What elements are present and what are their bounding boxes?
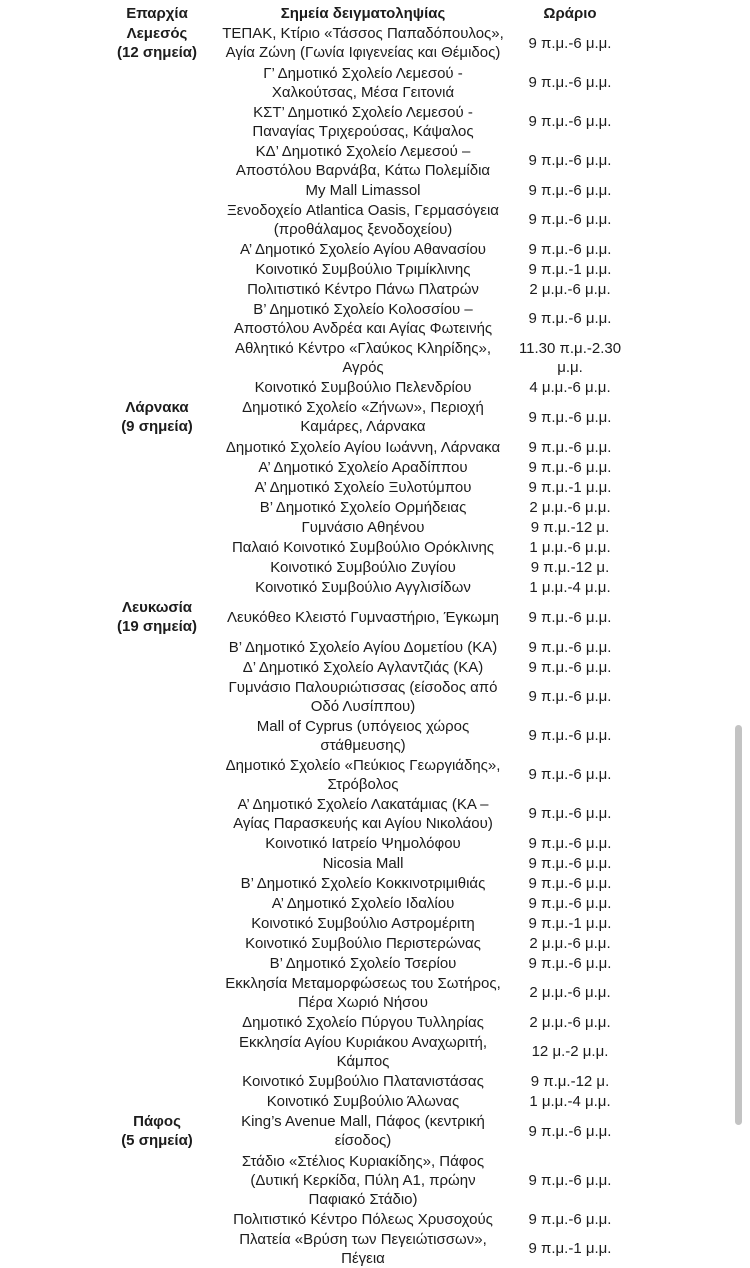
sampling-point-cell: Mall of Cyprus (υπόγειος χώρος στάθμευσης) (256, 717, 470, 754)
district-point-count: (5 σημεία) (121, 1131, 193, 1149)
sampling-point-cell: Β’ Δημοτικό Σχολείο Κολοσσίου – Αποστόλου Ανδρέα και Αγίας Φωτεινής (233, 300, 493, 337)
sampling-point-cell: Nicosia Mall (322, 854, 404, 872)
hours-cell: 9 π.μ.-1 μ.μ. (528, 1240, 612, 1257)
hours-cell: 9 π.μ.-6 μ.μ. (528, 954, 612, 972)
sampling-point-cell: Ξενοδοχείο Atlantica Oasis, Γερμασόγεια (προθάλαμος ξενοδοχείου) (227, 201, 499, 238)
hours-cell: 12 μ.-2 μ.μ. (531, 1043, 609, 1060)
district-cell (96, 397, 218, 597)
sampling-point-cell: ΚΔ’ Δημοτικό Σχολείο Λεμεσού – Αποστόλου Βαρνάβα, Κάτω Πολεμίδια (235, 142, 491, 179)
sampling-point-cell: Β’ Δημοτικό Σχολείο Τσερίου (269, 954, 457, 972)
sampling-point-cell: Δ’ Δημοτικό Σχολείο Αγλαντζιάς (ΚΑ) (242, 658, 484, 676)
district-name: Πάφος (133, 1112, 181, 1130)
hours-cell: 9 π.μ.-6 μ.μ. (528, 211, 612, 228)
hours-cell: 9 π.μ.-6 μ.μ. (528, 1171, 612, 1189)
hours-cell: 2 μ.μ.-6 μ.μ. (529, 984, 611, 1001)
sampling-point-cell: Γ’ Δημοτικό Σχολείο Λεμεσού - Χαλκούτσας, Μέσα Γειτονιά (263, 64, 463, 101)
district-name: Λευκωσία (121, 598, 193, 616)
sampling-point-cell: Κοινοτικό Συμβούλιο Αστρομέριτη (251, 914, 475, 932)
district-point-count: (9 σημεία) (121, 417, 193, 435)
sampling-point-cell: Πλατεία «Βρύση των Πεγειώτισσων», Πέγεια (239, 1230, 487, 1267)
hours-cell: 2 μ.μ.-6 μ.μ. (529, 280, 611, 298)
sampling-point-cell: Β’ Δημοτικό Σχολείο Κοκκινοτριμιθιάς (240, 874, 486, 892)
column-header-sampling-points: Σημεία δειγματοληψίας (280, 4, 446, 22)
district-name: Λεμεσός (126, 24, 188, 42)
sampling-point-cell: Γυμνάσιο Παλουριώτισσας (είσοδος από Οδό Λυσίππου) (228, 678, 498, 715)
district-cell (96, 23, 218, 397)
sampling-point-cell: Λευκόθεο Κλειστό Γυμναστήριο, Έγκωμη (227, 608, 499, 626)
sampling-point-cell: Κοινοτικό Συμβούλιο Ζυγίου (270, 558, 456, 576)
sampling-point-cell: King’s Avenue Mall, Πάφος (κεντρική είσοδος) (241, 1113, 485, 1149)
hours-cell: 9 π.μ.-1 μ.μ. (528, 914, 612, 932)
hours-cell: 9 π.μ.-6 μ.μ. (528, 310, 612, 327)
sampling-point-cell: Δημοτικό Σχολείο Αγίου Ιωάννη, Λάρνακα (225, 438, 501, 456)
hours-cell: 11.30 π.μ.-2.30 μ.μ. (518, 339, 622, 376)
table-row (96, 23, 632, 63)
sampling-point-cell: Εκκλησία Αγίου Κυριάκου Αναχωριτή, Κάμπος (238, 1033, 488, 1070)
scrollbar-thumb[interactable] (735, 725, 742, 1125)
sampling-point-cell: ΚΣΤ’ Δημοτικό Σχολείο Λεμεσού - Παναγίας Τριχερούσας, Κάψαλος (252, 103, 474, 140)
sampling-point-cell: Πολιτιστικό Κέντρο Πόλεως Χρυσοχούς (233, 1210, 493, 1228)
sampling-point-cell: Κοινοτικό Συμβούλιο Τριμίκλινης (255, 260, 471, 278)
hours-cell: 9 π.μ.-1 μ.μ. (528, 260, 612, 278)
district-cell (96, 597, 218, 1111)
hours-cell: 1 μ.μ.-4 μ.μ. (529, 1092, 611, 1110)
hours-cell: 9 π.μ.-6 μ.μ. (528, 458, 612, 476)
table-row (96, 597, 632, 637)
table-row (96, 1111, 632, 1151)
hours-cell: 9 π.μ.-6 μ.μ. (528, 688, 612, 705)
hours-cell: 9 π.μ.-12 μ. (530, 1072, 610, 1090)
hours-cell: 2 μ.μ.-6 μ.μ. (529, 934, 611, 952)
sampling-point-cell: Δημοτικό Σχολείο Πύργου Τυλληρίας (242, 1013, 484, 1031)
hours-cell: 9 π.μ.-12 μ. (530, 518, 610, 536)
hours-cell: 9 π.μ.-6 μ.μ. (528, 34, 612, 52)
sampling-point-cell: Κοινοτικό Συμβούλιο Πελενδρίου (254, 378, 472, 396)
sampling-point-cell: Δημοτικό Σχολείο «Ζήνων», Περιοχή Καμάρες, Λάρνακα (242, 399, 484, 435)
district-point-count: (12 σημεία) (117, 43, 197, 61)
hours-cell: 9 π.μ.-6 μ.μ. (528, 438, 612, 456)
sampling-point-cell: Α’ Δημοτικό Σχολείο Ιδαλίου (271, 894, 455, 912)
column-header-hours: Ωράριο (543, 4, 597, 22)
sampling-point-cell: Εκκλησία Μεταμορφώσεως του Σωτήρος, Πέρα Χωριό Νήσου (225, 974, 501, 1011)
hours-cell: 9 π.μ.-6 μ.μ. (528, 240, 612, 258)
sampling-point-cell: Κοινοτικό Συμβούλιο Περιστερώνας (245, 934, 481, 952)
hours-cell: 9 π.μ.-12 μ. (530, 558, 610, 576)
hours-cell: 9 π.μ.-6 μ.μ. (528, 152, 612, 169)
sampling-point-cell: Α’ Δημοτικό Σχολείο Λακατάμιας (ΚΑ – Αγίας Παρασκευής και Αγίου Νικολάου) (233, 795, 493, 832)
district-cell (96, 1111, 218, 1268)
hours-cell: 9 π.μ.-6 μ.μ. (528, 113, 612, 130)
hours-cell: 9 π.μ.-6 μ.μ. (528, 408, 612, 426)
hours-cell: 9 π.μ.-6 μ.μ. (528, 74, 612, 91)
scrollbar-track[interactable] (734, 3, 750, 1255)
sampling-point-cell: Κοινοτικό Συμβούλιο Άλωνας (266, 1092, 460, 1110)
sampling-points-table (96, 3, 632, 1268)
sampling-point-cell: Κοινοτικό Συμβούλιο Αγγλισίδων (255, 578, 471, 596)
hours-cell: 1 μ.μ.-4 μ.μ. (529, 578, 611, 596)
table-row (96, 397, 632, 437)
hours-cell: 9 π.μ.-6 μ.μ. (528, 894, 612, 912)
sampling-point-cell: Α’ Δημοτικό Σχολείο Αγίου Αθανασίου (239, 240, 486, 258)
hours-cell: 1 μ.μ.-6 μ.μ. (529, 538, 611, 556)
hours-cell: 9 π.μ.-6 μ.μ. (528, 805, 612, 822)
district-name: Λάρνακα (125, 398, 189, 416)
hours-cell: 2 μ.μ.-6 μ.μ. (529, 498, 611, 516)
sampling-point-cell: Δημοτικό Σχολείο «Πεύκιος Γεωργιάδης», Στρόβολος (225, 756, 501, 793)
sampling-point-cell: My Mall Limassol (305, 181, 421, 199)
sampling-point-cell: Κοινοτικό Συμβούλιο Πλατανιστάσας (242, 1072, 484, 1090)
hours-cell: 9 π.μ.-1 μ.μ. (528, 478, 612, 496)
hours-cell: 2 μ.μ.-6 μ.μ. (529, 1013, 611, 1031)
sampling-point-cell: Πολιτιστικό Κέντρο Πάνω Πλατρών (247, 280, 479, 298)
hours-cell: 9 π.μ.-6 μ.μ. (528, 1122, 612, 1140)
header-row (96, 3, 632, 23)
sampling-point-cell: Γυμνάσιο Αθηένου (301, 518, 425, 536)
hours-cell: 9 π.μ.-6 μ.μ. (528, 638, 612, 656)
hours-cell: 9 π.μ.-6 μ.μ. (528, 766, 612, 783)
sampling-point-cell: Α’ Δημοτικό Σχολείο Ξυλοτύμπου (254, 478, 472, 496)
sampling-point-cell: Α’ Δημοτικό Σχολείο Αραδίππου (258, 458, 468, 476)
hours-cell: 9 π.μ.-6 μ.μ. (528, 608, 612, 626)
hours-cell: 9 π.μ.-6 μ.μ. (528, 854, 612, 872)
hours-cell: 4 μ.μ.-6 μ.μ. (529, 378, 611, 396)
hours-cell: 9 π.μ.-6 μ.μ. (528, 181, 612, 199)
hours-cell: 9 π.μ.-6 μ.μ. (528, 874, 612, 892)
column-header-district: Επαρχία (126, 4, 188, 22)
sampling-point-cell: Παλαιό Κοινοτικό Συμβούλιο Ορόκλινης (231, 538, 495, 556)
sampling-point-cell: Αθλητικό Κέντρο «Γλαύκος Κληρίδης», Αγρός (234, 339, 492, 376)
hours-cell: 9 π.μ.-6 μ.μ. (528, 834, 612, 852)
hours-cell: 9 π.μ.-6 μ.μ. (528, 727, 612, 744)
sampling-point-cell: Στάδιο «Στέλιος Κυριακίδης», Πάφος (Δυτική Κερκίδα, Πύλη Α1, πρώην Παφιακό Στάδιο) (241, 1152, 485, 1208)
district-point-count: (19 σημεία) (117, 617, 197, 635)
hours-cell: 9 π.μ.-6 μ.μ. (528, 1210, 612, 1228)
sampling-point-cell: Β’ Δημοτικό Σχολείο Ορμήδειας (259, 498, 467, 516)
sampling-point-cell: Β’ Δημοτικό Σχολείο Αγίου Δομετίου (ΚΑ) (228, 638, 498, 656)
hours-cell: 9 π.μ.-6 μ.μ. (528, 658, 612, 676)
sampling-point-cell: Κοινοτικό Ιατρείο Ψημολόφου (265, 834, 461, 852)
sampling-point-cell: ΤΕΠΑΚ, Κτίριο «Τάσσος Παπαδόπουλος», Αγία Ζώνη (Γωνία Ιφιγενείας και Θέμιδος) (222, 25, 504, 61)
